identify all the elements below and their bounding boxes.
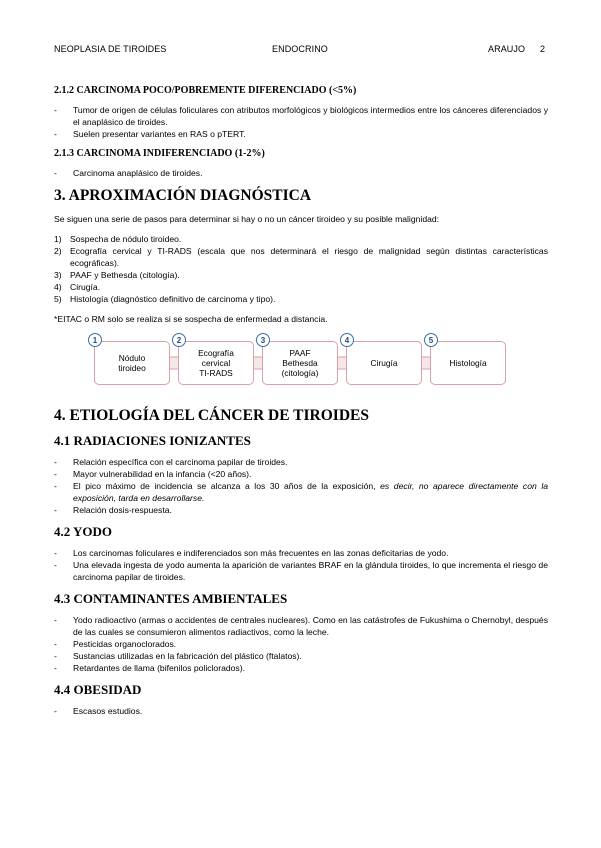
flow-step-5-badge: 5: [424, 333, 438, 347]
list-item: - Retardantes de llama (bifenilos policlorados).: [54, 663, 245, 673]
diagnostic-flow-diagram: [94, 333, 548, 395]
list-item: - Los carcinomas foliculares e indiferenciados son más frecuentes en las zonas deficitarias de yodo.: [54, 548, 449, 558]
section-4-2-list: [54, 547, 548, 583]
flow-step-1: Nódulo tiroideo: [94, 341, 170, 385]
flow-step-1-badge: 1: [88, 333, 102, 347]
list-item: 5) Histología (diagnóstico definitivo de carcinoma y tipo).: [54, 294, 276, 304]
list-item: - Relación específica con el carcinoma papilar de tiroides.: [54, 457, 288, 467]
diagnostic-steps-list: [54, 233, 548, 305]
list-item: - Relación dosis-respuesta.: [54, 505, 172, 515]
list-item: - Escasos estudios.: [54, 706, 143, 716]
section-3-note: *EITAC o RM solo se realiza si se sospecha de enfermedad a distancia.: [54, 314, 328, 324]
list-item: 3) PAAF y Bethesda (citología).: [54, 270, 180, 280]
section-4-4-list: [54, 705, 548, 717]
section-4-3-title: 4.3 CONTAMINANTES AMBIENTALES: [54, 591, 288, 606]
list-item: 4) Cirugía.: [54, 282, 101, 292]
flow-step-3-badge: 3: [256, 333, 270, 347]
section-2-1-3-list: [54, 167, 548, 179]
list-item: - Una elevada ingesta de yodo aumenta la aparición de variantes BRAF en la glándula tiroides, lo que incrementa el riesgo de carcinoma papilar de tiroides.: [54, 560, 548, 582]
section-4-1-title: 4.1 RADIACIONES IONIZANTES: [54, 433, 251, 448]
section-2-1-2-list: [54, 104, 548, 140]
page-number: 2: [540, 44, 546, 54]
flow-step-3: PAAF Bethesda (citología): [262, 341, 338, 385]
list-item: 1) Sospecha de nódulo tiroideo.: [54, 234, 182, 244]
section-2-1-3-title: 2.1.3 CARCINOMA INDIFERENCIADO (1-2%): [54, 148, 265, 159]
section-3-title: 3. APROXIMACIÓN DIAGNÓSTICA: [54, 187, 312, 204]
section-4-1-list: [54, 456, 548, 516]
section-4-title: 4. ETIOLOGÍA DEL CÁNCER DE TIROIDES: [54, 407, 369, 424]
list-item: - Mayor vulnerabilidad en la infancia (<20 años).: [54, 469, 252, 479]
header-center: ENDOCRINO: [272, 44, 328, 54]
list-item: - El pico máximo de incidencia se alcanza a los 30 años de la exposición, es decir, no aparece directamente con la exposición, tarda en desarrollarse.: [54, 481, 549, 503]
list-item: 2) Ecografía cervical y TI-RADS (escala que nos determinará el riesgo de malignidad según distintas características ecográficas).: [54, 246, 548, 268]
list-item: - Carcinoma anaplásico de tiroides.: [54, 168, 203, 178]
header-left: NEOPLASIA DE TIROIDES: [54, 44, 167, 54]
section-4-4-title: 4.4 OBESIDAD: [54, 682, 142, 697]
list-item: - Pesticidas organoclorados.: [54, 639, 177, 649]
header-right: ARAUJO: [488, 44, 526, 54]
flow-step-5: Histología: [430, 341, 506, 385]
list-item: - Suelen presentar variantes en RAS o pTERT.: [54, 129, 246, 139]
page-content: [54, 85, 548, 725]
section-4-3-list: [54, 614, 548, 674]
section-2-1-2-title: 2.1.2 CARCINOMA POCO/POBREMENTE DIFERENCIADO (<5%): [54, 85, 357, 96]
section-3-intro: Se siguen una serie de pasos para determinar si hay o no un cáncer tiroideo y su posible malignidad:: [54, 214, 440, 224]
list-item: - Yodo radioactivo (armas o accidentes de centrales nucleares). Como en las catástrofes de Fukushima o Chernobyl, después de las cuales se consumieron alimentos radiactivos, como la leche.: [54, 615, 548, 637]
list-item: - Tumor de origen de células foliculares con atributos morfológicos y biológicos intermedios entre los cánceres diferenciados y el anaplásico de tiroides.: [54, 105, 548, 127]
section-4-2-title: 4.2 YODO: [54, 524, 113, 539]
flow-step-2-badge: 2: [172, 333, 186, 347]
flow-step-2: Ecografía cervical TI-RADS: [178, 341, 254, 385]
list-item: - Sustancias utilizadas en la fabricación del plástico (ftalatos).: [54, 651, 302, 661]
flow-step-4-badge: 4: [340, 333, 354, 347]
flow-step-4: Cirugía: [346, 341, 422, 385]
